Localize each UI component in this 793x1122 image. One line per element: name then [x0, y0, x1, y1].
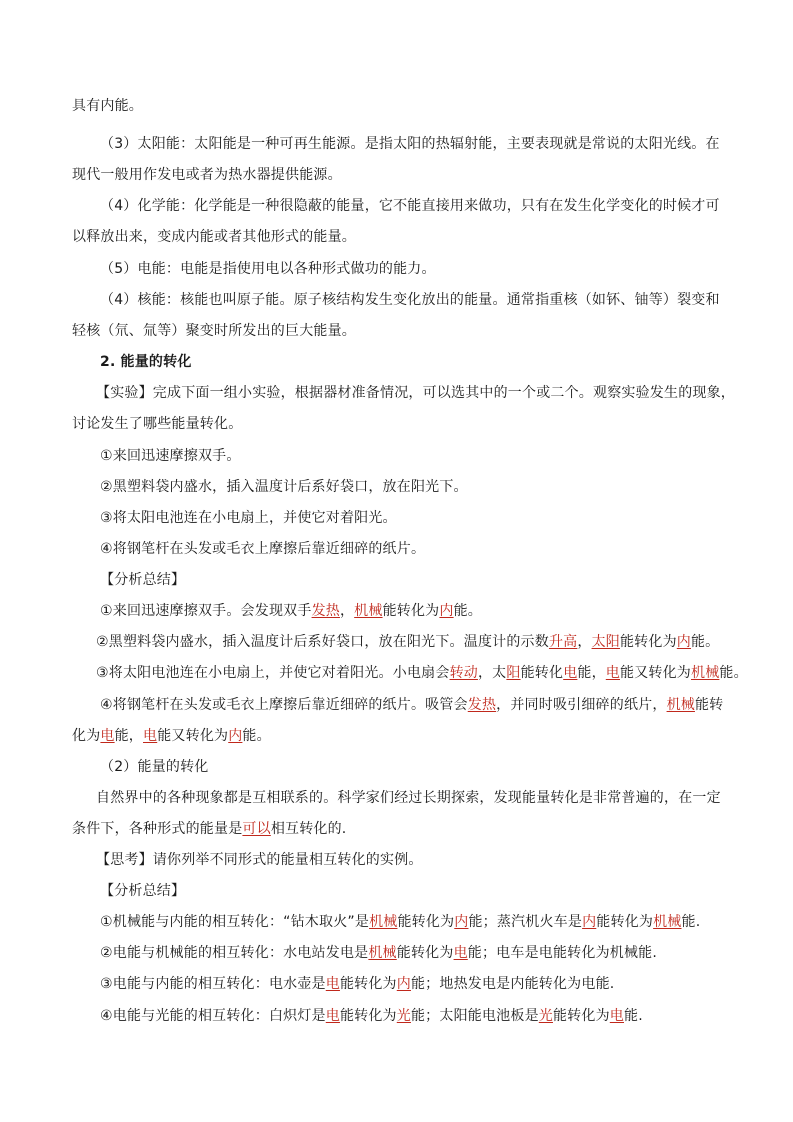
answer-text: 电 — [563, 665, 578, 681]
text-segment: 化为 — [72, 728, 101, 744]
text-segment: ④将钢笔杆在头发或毛衣上摩擦后靠近细碎的纸片。吸管会 — [100, 697, 468, 713]
text-segment: 能转化为 — [596, 914, 654, 930]
answer-text: 内 — [582, 914, 597, 930]
text-line-4 — [100, 196, 720, 216]
text-segment: ①机械能与内能的相互转化：“钻木取火”是 — [100, 914, 370, 930]
text-segment: 2. 能量的转化 — [100, 354, 192, 370]
text-line-18 — [96, 632, 719, 652]
answer-text: 电 — [325, 1008, 340, 1024]
text-segment: ④电能与光能的相互转化：白炽灯是 — [100, 1008, 326, 1024]
text-segment: 能。 — [719, 665, 748, 681]
answer-text: 内 — [676, 634, 691, 650]
answer-text: 内 — [396, 976, 411, 992]
text-line-6 — [100, 259, 436, 279]
answer-text: 光 — [396, 1008, 411, 1024]
text-line-7 — [100, 290, 720, 310]
text-segment: （3）太阳能：太阳能是一种可再生能源。是指太阳的热辐射能，主要表现就是常说的太阳光线。在 — [100, 136, 720, 152]
text-line-8 — [72, 321, 356, 341]
answer-text: 电 — [605, 665, 620, 681]
text-line-5 — [72, 227, 356, 247]
text-segment: 能转 — [694, 697, 724, 713]
text-line-29 — [100, 974, 614, 994]
text-line-26 — [100, 881, 185, 901]
text-line-15 — [100, 539, 425, 559]
answer-text: 机械 — [368, 945, 397, 961]
text-segment: ②电能与机械能的相互转化：水电站发电是 — [100, 945, 369, 961]
answer-text: 机械 — [354, 603, 383, 619]
text-segment: ①来回迅速摩擦双手。 — [100, 448, 241, 464]
text-segment: 能转化 — [520, 665, 564, 681]
text-segment: 能；太阳能电池板是 — [410, 1008, 539, 1024]
text-segment: 能又转化为 — [620, 665, 691, 681]
text-segment: 【实验】完成下面一组小实验，根据器材准备情况，可以选其中的一个或二个。观察实验发生的现象， — [96, 385, 735, 401]
text-segment: ③将太阳电池连在小电扇上，并使它对着阳光。小电扇会 — [96, 665, 450, 681]
text-segment: 【分析总结】 — [100, 883, 186, 899]
text-segment: 【思考】请你列举不同形式的能量相互转化的实例。 — [96, 852, 423, 868]
text-segment: 能又转化为 — [157, 728, 229, 744]
text-segment: ，太 — [477, 665, 507, 681]
text-segment: 能；地热发电是内能转化为电能. — [410, 976, 615, 992]
text-segment: 讨论发生了哪些能量转化。 — [72, 416, 243, 432]
text-line-27 — [100, 912, 700, 932]
text-segment: ②黑塑料袋内盛水，插入温度计后系好袋口，放在阳光下。温度计的示数 — [96, 634, 549, 650]
text-segment: 能转化为 — [339, 976, 397, 992]
answer-text: 内 — [454, 914, 469, 930]
text-line-2 — [100, 134, 720, 154]
answer-text: 可以 — [242, 821, 271, 837]
answer-text: 太阳 — [591, 634, 620, 650]
answer-text: 机械 — [691, 665, 720, 681]
text-segment: ③将太阳电池连在小电扇上，并使它对着阳光。 — [100, 510, 397, 526]
text-segment: 能转化为 — [619, 634, 677, 650]
text-segment: 相互转化的. — [270, 821, 347, 837]
text-line-10 — [96, 383, 735, 403]
text-segment: 能转化为 — [396, 945, 454, 961]
answer-text: 电 — [325, 976, 340, 992]
text-segment: ， — [339, 603, 355, 619]
text-segment: （2）能量的转化 — [100, 759, 209, 775]
text-line-16 — [100, 570, 185, 590]
text-segment: ③电能与内能的相互转化：电水壶是 — [100, 976, 326, 992]
text-line-20 — [100, 695, 723, 715]
answer-text: 电 — [143, 728, 158, 744]
answer-text: 电 — [100, 728, 115, 744]
answer-text: 机械 — [369, 914, 398, 930]
text-line-24 — [72, 819, 346, 839]
text-line-22 — [100, 757, 209, 777]
text-segment: 能。 — [242, 728, 271, 744]
text-segment: 自然界中的各种现象都是互相联系的。科学家们经过长期探索，发现能量转化是非常普遍的，在一定 — [96, 790, 721, 806]
answer-text: 内 — [439, 603, 454, 619]
text-line-14 — [100, 508, 397, 528]
text-segment: （4）核能：核能也叫原子能。原子核结构发生变化放出的能量。通常指重核（如钚、铀等）裂变和 — [100, 292, 720, 308]
text-segment: 现代一般用作发电或者为热水器提供能源。 — [72, 167, 342, 183]
answer-text: 内 — [228, 728, 243, 744]
text-line-11 — [72, 414, 242, 434]
text-segment: ①来回迅速摩擦双手。会发现双手 — [100, 603, 312, 619]
answer-text: 电 — [609, 1008, 624, 1024]
text-segment: ， — [577, 634, 592, 650]
answer-text: 光 — [538, 1008, 553, 1024]
text-line-25 — [96, 850, 423, 870]
text-segment: （5）电能：电能是指使用电以各种形式做功的能力。 — [100, 261, 436, 277]
text-line-13 — [100, 477, 468, 497]
text-segment: 能；蒸汽机火车是 — [468, 914, 583, 930]
answer-text: 发热 — [311, 603, 340, 619]
answer-text: 发热 — [467, 697, 497, 713]
text-segment: 能， — [577, 665, 606, 681]
answer-text: 电 — [453, 945, 468, 961]
text-segment: 能. — [624, 1008, 643, 1024]
text-line-21 — [72, 726, 271, 746]
text-line-28 — [100, 943, 657, 963]
answer-text: 机械 — [653, 914, 682, 930]
section-heading — [100, 352, 192, 372]
text-segment: 条件下，各种形式的能量是 — [72, 821, 243, 837]
text-segment: 能转化为 — [552, 1008, 610, 1024]
text-segment: 【分析总结】 — [100, 572, 186, 588]
text-line-12 — [100, 446, 241, 466]
text-line-23 — [96, 788, 721, 808]
answer-text: 机械 — [666, 697, 695, 713]
text-segment: 能转化为 — [382, 603, 440, 619]
text-segment: 具有内能。 — [72, 98, 143, 114]
text-segment: ②黑塑料袋内盛水，插入温度计后系好袋口，放在阳光下。 — [100, 479, 468, 495]
text-segment: ④将钢笔杆在头发或毛衣上摩擦后靠近细碎的纸片。 — [100, 541, 426, 557]
text-line-17 — [100, 601, 482, 621]
text-segment: 能。 — [690, 634, 720, 650]
text-segment: 能；电车是电能转化为机械能. — [467, 945, 658, 961]
answer-text: 升高 — [548, 634, 578, 650]
text-segment: （4）化学能：化学能是一种很隐蔽的能量，它不能直接用来做功，只有在发生化学变化的时候才可 — [100, 198, 720, 214]
text-line-3 — [72, 165, 342, 185]
text-line-30 — [100, 1006, 643, 1026]
text-line-1 — [72, 96, 143, 116]
text-segment: 能. — [681, 914, 701, 930]
text-segment: ，并同时吸引细碎的纸片， — [496, 697, 667, 713]
text-segment: 能， — [114, 728, 144, 744]
text-segment: 能。 — [453, 603, 482, 619]
text-segment: 能转化为 — [339, 1008, 397, 1024]
text-line-19 — [96, 663, 748, 683]
text-segment: 以释放出来，变成内能或者其他形式的能量。 — [72, 229, 356, 245]
text-segment: 轻核（氘、氚等）聚变时所发出的巨大能量。 — [72, 323, 356, 339]
answer-text: 阳 — [506, 665, 521, 681]
text-segment: 能转化为 — [397, 914, 455, 930]
answer-text: 转动 — [449, 665, 478, 681]
